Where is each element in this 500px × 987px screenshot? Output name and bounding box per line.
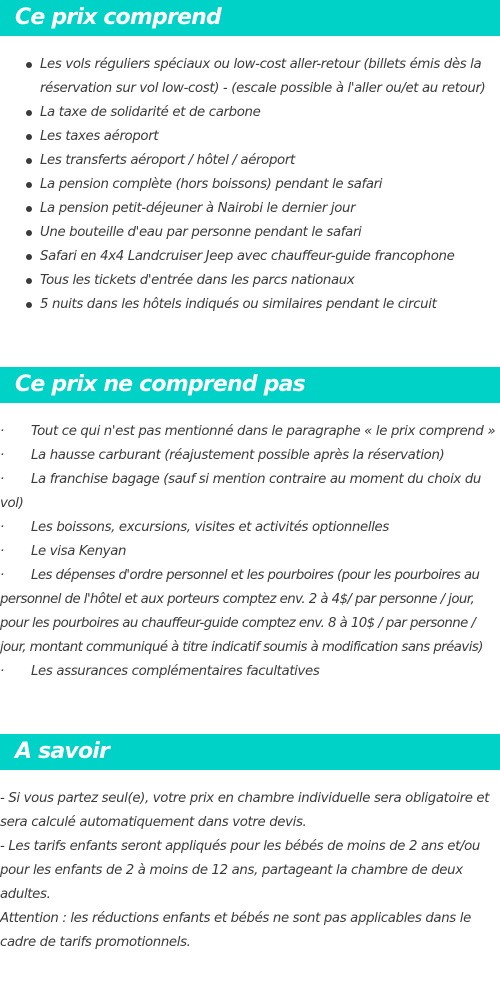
info-header bbox=[0, 734, 500, 770]
list-item: La taxe de solidarité et de carbone bbox=[0, 101, 500, 125]
list-item: Les vols réguliers spéciaux ou low-cost aller-retour (billets émis dès la réservation sur vol low-cost) - (escale possible à l'aller ou/et au retour) bbox=[0, 53, 500, 101]
list-item: La pension complète (hors boissons) pendant le safari bbox=[0, 173, 500, 197]
bullet-mark: · bbox=[0, 664, 4, 679]
bullet-mark: · bbox=[0, 520, 4, 535]
list-item: · Tout ce qui n'est pas mentionné dans le paragraphe « le prix comprend » bbox=[0, 420, 500, 444]
excludes-list bbox=[0, 420, 500, 684]
list-item: · Les boissons, excursions, visites et activités optionnelles bbox=[0, 516, 500, 540]
list-item: La pension petit-déjeuner à Nairobi le dernier jour bbox=[0, 197, 500, 221]
list-item: · Les assurances complémentaires facultatives bbox=[0, 660, 500, 684]
excludes-title: Ce prix ne comprend pas bbox=[15, 372, 305, 397]
bullet-mark: · bbox=[0, 544, 4, 559]
list-item: · Le visa Kenyan bbox=[0, 540, 500, 564]
list-item: Safari en 4x4 Landcruiser Jeep avec chauffeur-guide francophone bbox=[0, 245, 500, 269]
includes-title: Ce prix comprend bbox=[15, 5, 221, 30]
bullet-mark: · bbox=[0, 448, 4, 463]
list-item: Tous les tickets d'entrée dans les parcs nationaux bbox=[0, 269, 500, 293]
bullet-mark: · bbox=[0, 472, 4, 487]
list-item: Les transferts aéroport / hôtel / aéroport bbox=[0, 149, 500, 173]
list-item: · La franchise bagage (sauf si mention contraire au moment du choix du vol) bbox=[0, 468, 500, 516]
info-paragraph: Attention : les réductions enfants et bébés ne sont pas applicables dans le cadre de tarifs promotionnels. bbox=[0, 911, 471, 950]
info-paragraph: - Les tarifs enfants seront appliqués pour les bébés de moins de 2 ans et/ou pour les enfants de 2 à moins de 12 ans, partageant la chambre de deux adultes. bbox=[0, 839, 480, 902]
bullet-mark: · bbox=[0, 568, 4, 583]
list-item: 5 nuits dans les hôtels indiqués ou similaires pendant le circuit bbox=[0, 293, 500, 317]
excludes-header bbox=[0, 367, 500, 403]
info-text bbox=[0, 787, 500, 955]
includes-header bbox=[0, 0, 500, 36]
list-item: Une bouteille d'eau par personne pendant le safari bbox=[0, 221, 500, 245]
bullet-mark: · bbox=[0, 424, 4, 439]
list-item: · Les dépenses d'ordre personnel et les pourboires (pour les pourboires au personnel de l'hôtel et aux porteurs comptez env. 2 à 4$/ par personne / jour, pour les pourboires au chauffeur-guide comptez env. 8 à 10$ / par personne / jour, montant communiqué à titre indicatif soumis à modification sans préavis) bbox=[0, 564, 500, 660]
info-paragraph: - Si vous partez seul(e), votre prix en chambre individuelle sera obligatoire et sera calculé automatiquement dans votre devis. bbox=[0, 791, 490, 830]
list-item: · La hausse carburant (réajustement possible après la réservation) bbox=[0, 444, 500, 468]
list-item: Les taxes aéroport bbox=[0, 125, 500, 149]
info-title: A savoir bbox=[15, 739, 110, 764]
includes-list bbox=[0, 53, 500, 317]
